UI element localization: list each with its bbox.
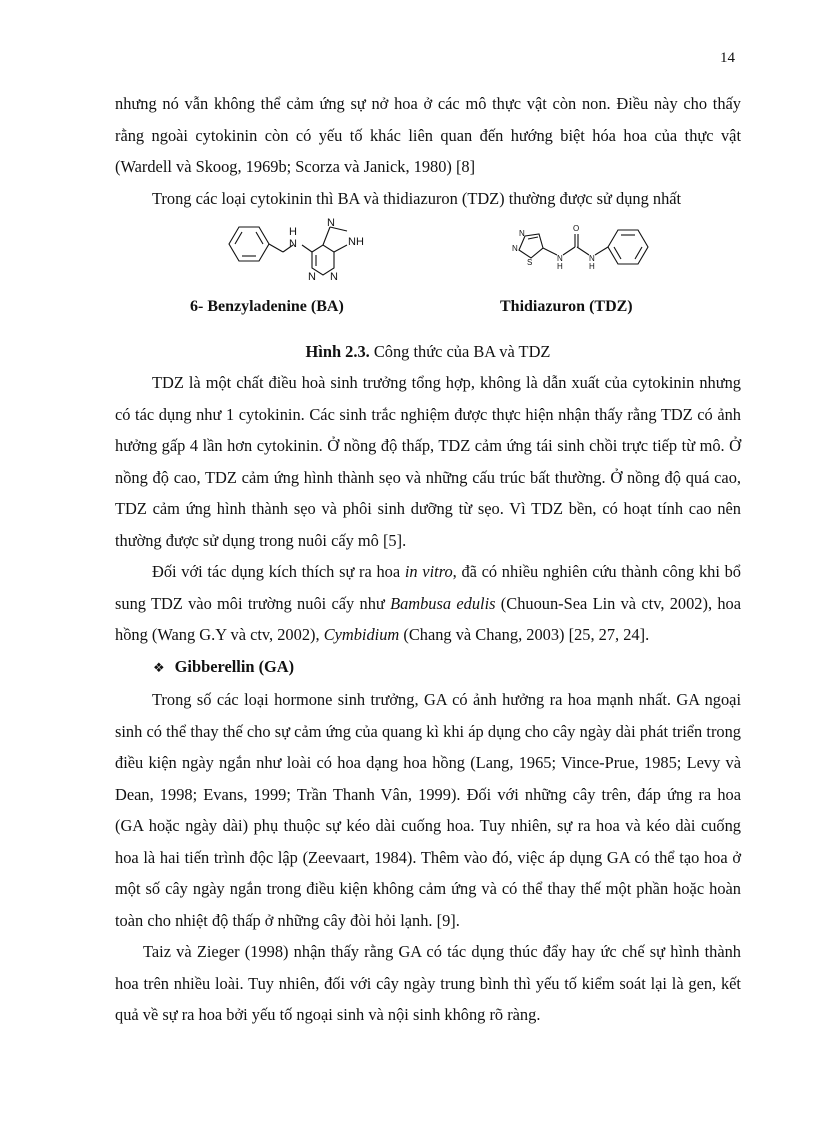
in-vitro-text-4: (Chang và Chang, 2003) [25, 27, 24]. [399, 625, 650, 644]
in-vitro-text-1: Đối với tác dụng kích thích sự ra hoa [152, 562, 405, 581]
paragraph-in-vitro [115, 556, 741, 651]
in-vitro-text-3: (Chuoun-Sea Lin và ctv, 2002), hoa hồng (Wang G.Y và ctv, 2002), [115, 593, 741, 644]
ba-h-label: H [289, 226, 297, 238]
paragraph-cytokinin-types: Trong các loại cytokinin thì BA và thidiazuron (TDZ) thường được sử dụng nhất [152, 188, 682, 208]
tdz-o-label: O [573, 224, 580, 233]
in-vitro-italic-3: Cymbidium [323, 625, 400, 644]
tdz-nh2-h-label: H [589, 262, 595, 271]
ba-n-ring-top-label: N [327, 217, 335, 229]
section-heading-gibberellin [115, 651, 741, 685]
in-vitro-italic-2: Bambusa edulis [390, 593, 496, 613]
paragraph-tdz: TDZ là một chất điều hoà sinh trưởng tổng hợp, không là dẫn xuất của cytokinin nhưng có tác dụng như 1 cytokinin. Các sinh trắc nghiệm được thực hiện nhận thấy rằng TDZ có ảnh hưởng gấp 4 lần hơn cytokinin. Ở nồng độ thấp, TDZ cảm ứng tái sinh chồi trực tiếp từ mô. Ở nồng độ cao, TDZ cảm ứng hình thành sẹo và những cấu trúc bất thường. Ở nồng độ quá cao, TDZ cảm ứng hình thành sẹo và phôi sinh dưỡng từ sẹo. Vì TDZ bền, có hoạt tính cao nên thường được sử dụng trong nuôi cấy mô [5]. [115, 373, 741, 550]
tdz-nh1-h-label: H [557, 262, 563, 271]
tdz-n1-label: N [519, 229, 525, 238]
figure-caption-text: Công thức của BA và TDZ [369, 342, 551, 361]
diamond-bullet-icon: ❖ [153, 660, 165, 676]
benzyladenine-diagram [223, 214, 393, 296]
page-number: 14 [720, 50, 735, 66]
paragraph-taiz-zieger: Taiz và Zieger (1998) nhận thấy rằng GA có tác dụng thúc đẩy hay ức chế sự hình thành hoa trên nhiều loài. Tuy nhiên, đối với cây ngày trung bình thì yếu tố kiểm soát lại là gen, kết quả về sự ra hoa bởi yếu tố ngoại sinh và nội sinh không rõ ràng. [115, 942, 741, 1024]
thidiazuron-diagram [505, 214, 675, 296]
thidiazuron-structure [505, 214, 675, 296]
document-body [115, 88, 741, 1031]
tdz-nh1-n-label: N [557, 254, 563, 263]
ba-n-bottom-label: N [330, 271, 338, 283]
tdz-s-label: S [527, 258, 533, 267]
ba-n-left-label: N [308, 271, 316, 283]
figure-label: Hình 2.3. [305, 342, 370, 361]
figure-structures [115, 214, 741, 336]
tdz-n2-label: N [512, 244, 518, 253]
ba-caption: 6- Benzyladenine (BA) [190, 298, 344, 315]
ba-n-amine-label: N [289, 238, 297, 250]
paragraph-cytokinin-continued: nhưng nó vẫn không thể cảm ứng sự nở hoa ở các mô thực vật còn non. Điều này cho thấy rằng ngoài cytokinin còn có yếu tố khác liên quan đến hướng biệt hóa hoa của thực vật (Wardell và Skoog, 1969b; Scorza và Janick, 1980) [8] [115, 94, 741, 176]
tdz-caption: Thidiazuron (TDZ) [500, 298, 633, 315]
section-heading-text: Gibberellin (GA) [174, 656, 295, 676]
tdz-nh2-n-label: N [589, 254, 595, 263]
in-vitro-text-2: , đã có nhiều nghiên cứu thành công khi bổ sung TDZ vào môi trường nuôi cấy như [115, 562, 742, 613]
in-vitro-italic-1: in vitro [404, 562, 453, 581]
figure-caption [115, 336, 741, 367]
benzyladenine-structure [223, 214, 393, 296]
paragraph-gibberellin: Trong số các loại hormone sinh trưởng, GA có ảnh hưởng ra hoa mạnh nhất. GA ngoại sinh có thể thay thế cho sự cảm ứng của quang kì khi áp dụng cho cây ngày dài phát triển trong điều kiện ngày ngắn như loài có hoa dạng hoa hồng (Lang, 1965; Vince-Prue, 1985; Levy và Dean, 1998; Evans, 1999; Trần Thanh Vân, 1999). Đối với những cây trên, đáp ứng ra hoa (GA hoặc ngày dài) phụ thuộc sự kéo dài cuống hoa. Tuy nhiên, sự ra hoa và kéo dài cuống hoa là hai tiến trình độc lập (Zeevaart, 1984). Thêm vào đó, việc áp dụng GA có thể tạo hoa ở một số cây ngày ngắn trong điều kiện không cảm ứng và có thể thay thế một phần hoặc hoàn toàn cho nhiệt độ thấp ở những cây đòi hỏi lạnh. [9]. [115, 690, 741, 930]
ba-nh-label: NH [348, 236, 364, 248]
